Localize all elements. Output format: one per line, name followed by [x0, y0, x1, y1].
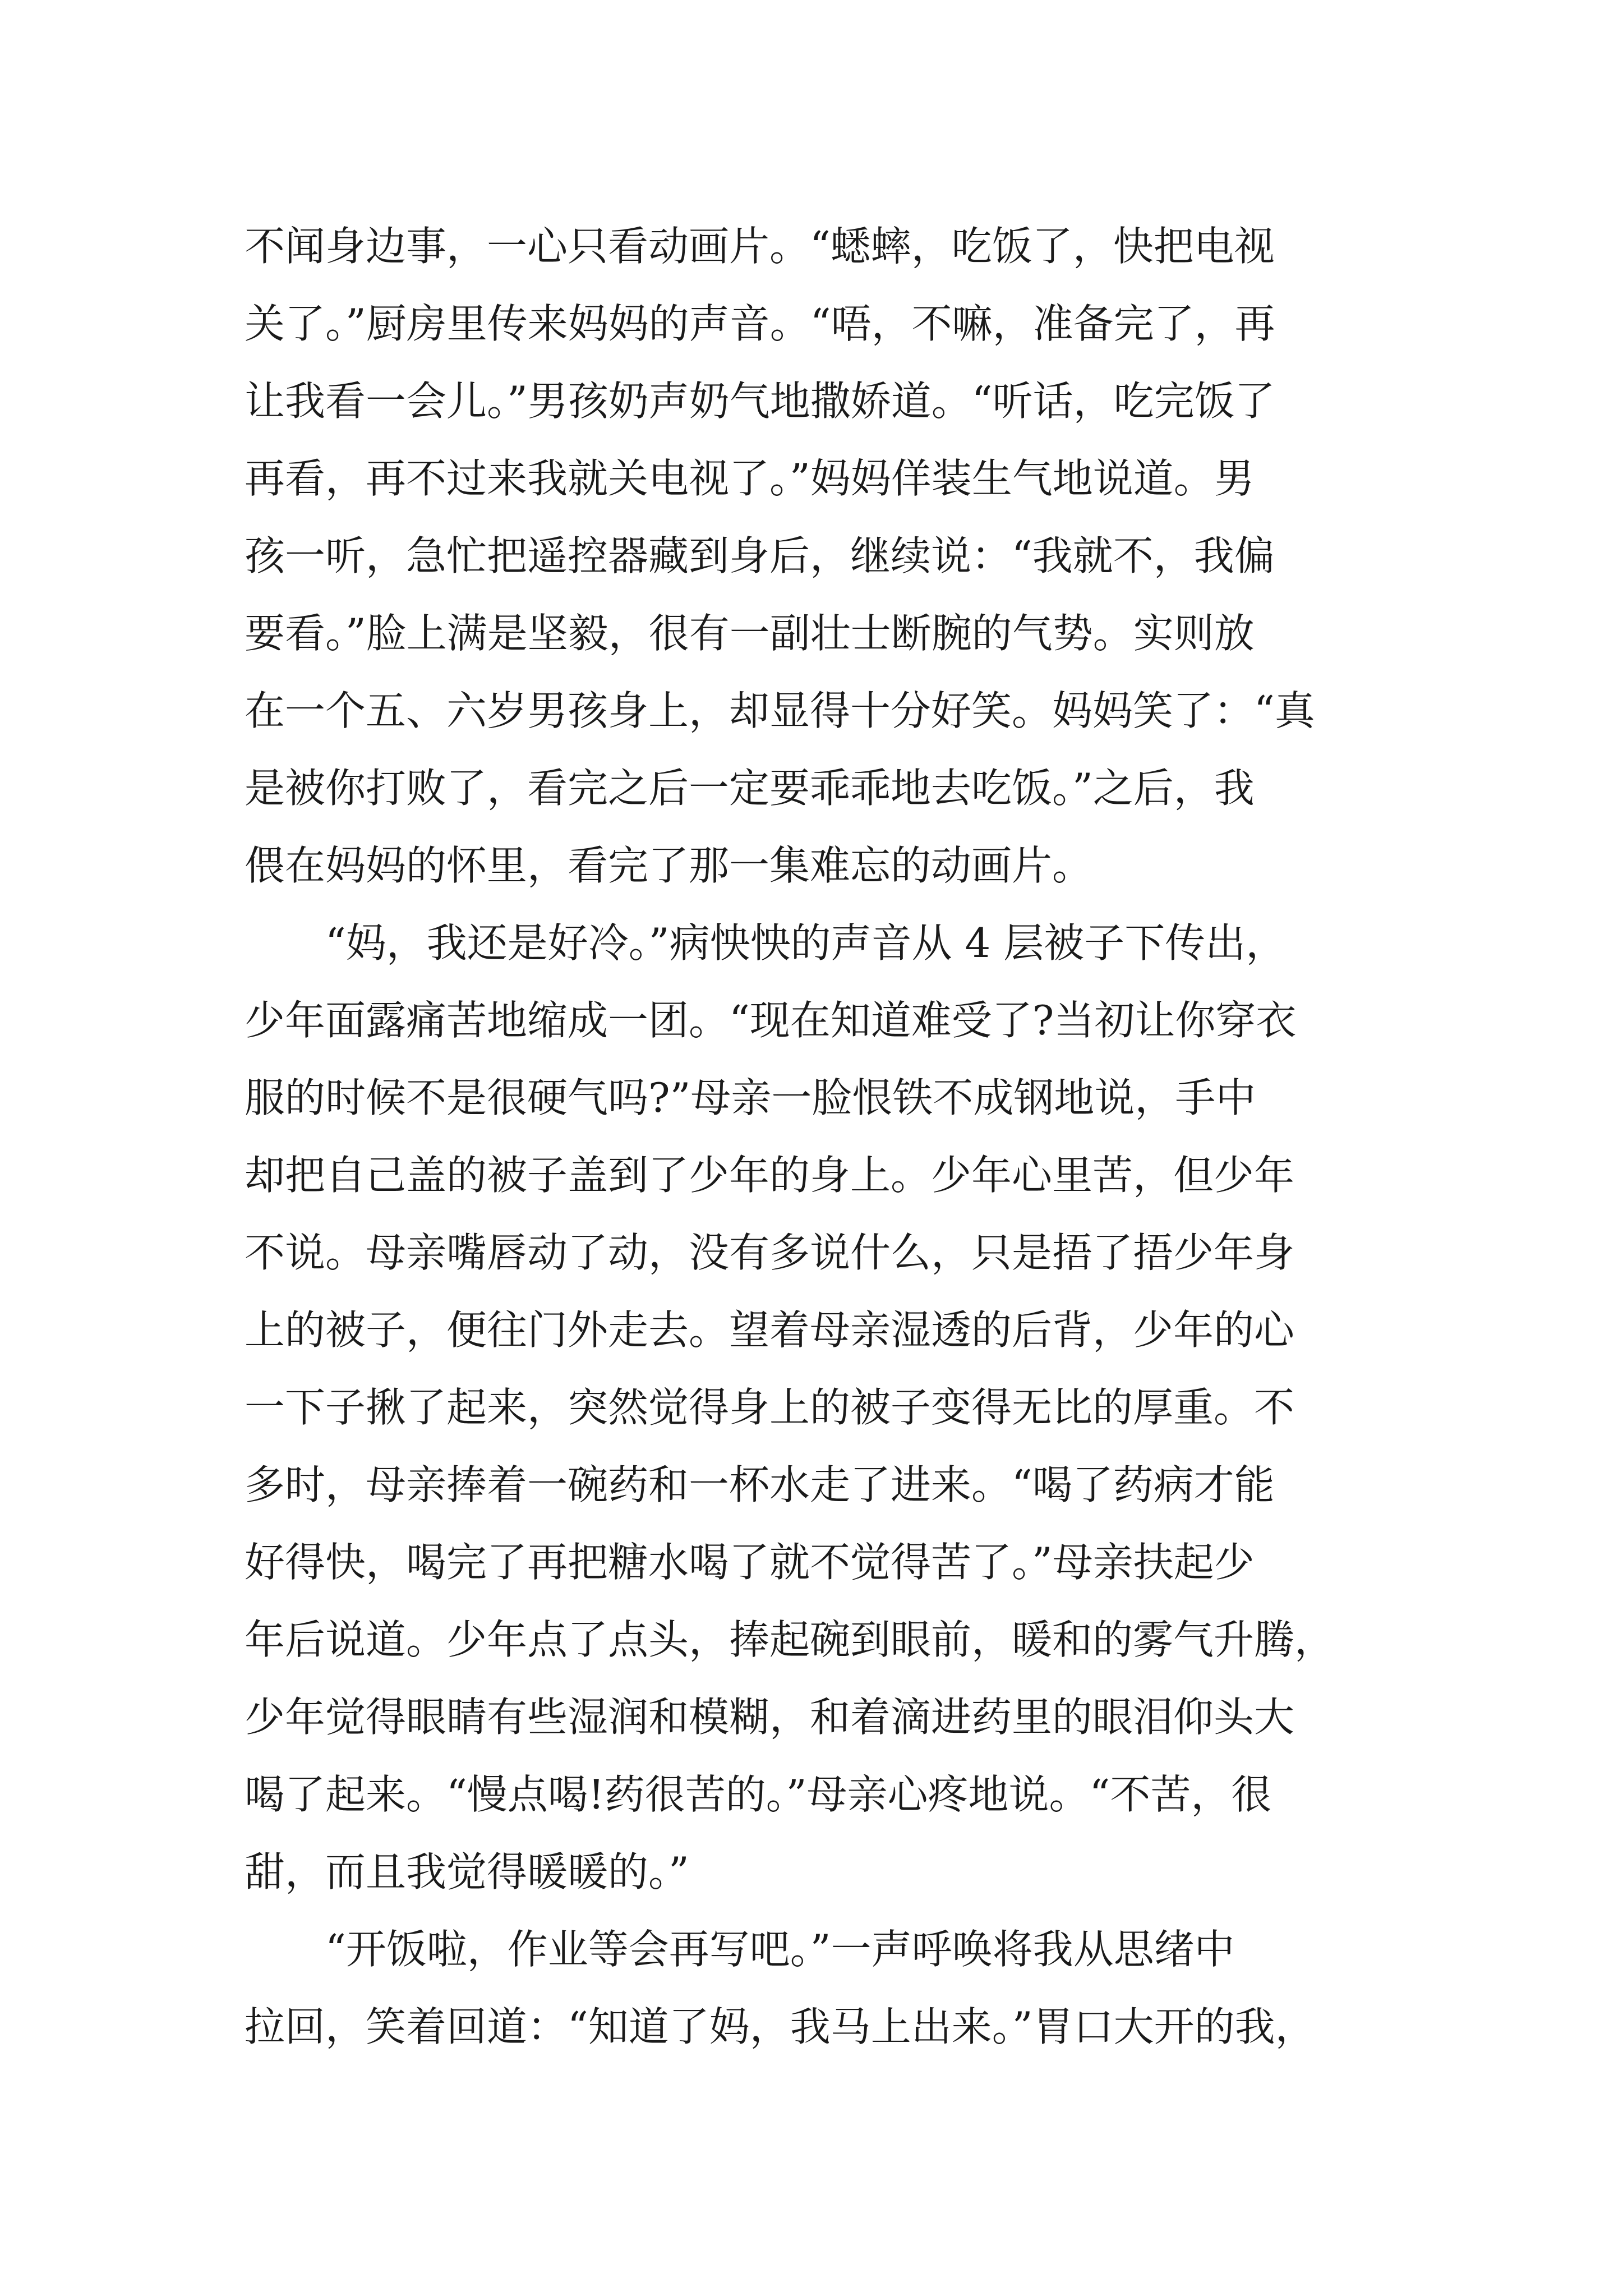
- text-line: 多时，母亲捧着一碗药和一杯水走了进来。“喝了药病才能: [245, 1461, 1275, 1508]
- text-line: 上的被子，便往门外走去。望着母亲湿透的后背，少年的心: [245, 1306, 1295, 1354]
- text-line: 好得快，喝完了再把糖水喝了就不觉得苦了。”母亲扶起少: [245, 1539, 1255, 1586]
- paragraph-first-line: “开饭啦，作业等会再写吧。”一声呼唤将我从思绪中: [325, 1926, 1235, 1973]
- text-line: 一下子揪了起来，突然觉得身上的被子变得无比的厚重。不: [245, 1384, 1295, 1431]
- text-line: 孩一听，急忙把遥控器藏到身后，继续说：“我就不，我偏: [245, 532, 1275, 579]
- text-line: 少年面露痛苦地缩成一团。“现在知道难受了?当初让你穿衣: [245, 997, 1297, 1044]
- text-line: 是被你打败了，看完之后一定要乖乖地去吃饭。”之后，我: [245, 765, 1255, 812]
- text-line: 甜，而且我觉得暖暖的。”: [245, 1848, 689, 1895]
- text-line: 不说。母亲嘴唇动了动，没有多说什么，只是捂了捂少年身: [245, 1229, 1295, 1276]
- text-line: 让我看一会儿。”男孩奶声奶气地撒娇道。“听话，吃完饭了: [245, 378, 1275, 425]
- text-line: 要看。”脸上满是坚毅，很有一副壮士断腕的气势。实则放: [245, 610, 1255, 657]
- text-line: 服的时候不是很硬气吗?”母亲一脸恨铁不成钢地说，手中: [245, 1074, 1256, 1121]
- text-line: 年后说道。少年点了点头，捧起碗到眼前，暖和的雾气升腾，: [245, 1616, 1335, 1663]
- paragraph-first-line: “妈，我还是好冷。”病怏怏的声音从 4 层被子下传出，: [325, 919, 1287, 967]
- text-line: 偎在妈妈的怀里，看完了那一集难忘的动画片。: [245, 842, 1093, 889]
- text-line: 再看，再不过来我就关电视了。”妈妈佯装生气地说道。男: [245, 455, 1255, 502]
- text-line: 喝了起来。“慢点喝!药很苦的。”母亲心疼地说。“不苦，很: [245, 1771, 1272, 1818]
- text-line: 在一个五、六岁男孩身上，却显得十分好笑。妈妈笑了：“真: [245, 687, 1315, 734]
- body-text: [245, 208, 1395, 2065]
- text-line: 却把自己盖的被子盖到了少年的身上。少年心里苦，但少年: [245, 1152, 1295, 1199]
- text-line: 关了。”厨房里传来妈妈的声音。“唔，不嘛，准备完了，再: [245, 300, 1275, 347]
- text-line: 拉回，笑着回道：“知道了妈，我马上出来。”胃口大开的我，: [245, 2003, 1316, 2050]
- text-line: 不闻身边事，一心只看动画片。“蟋蟀，吃饭了，快把电视: [245, 223, 1275, 270]
- text-line: 少年觉得眼睛有些湿润和模糊，和着滴进药里的眼泪仰头大: [245, 1694, 1295, 1741]
